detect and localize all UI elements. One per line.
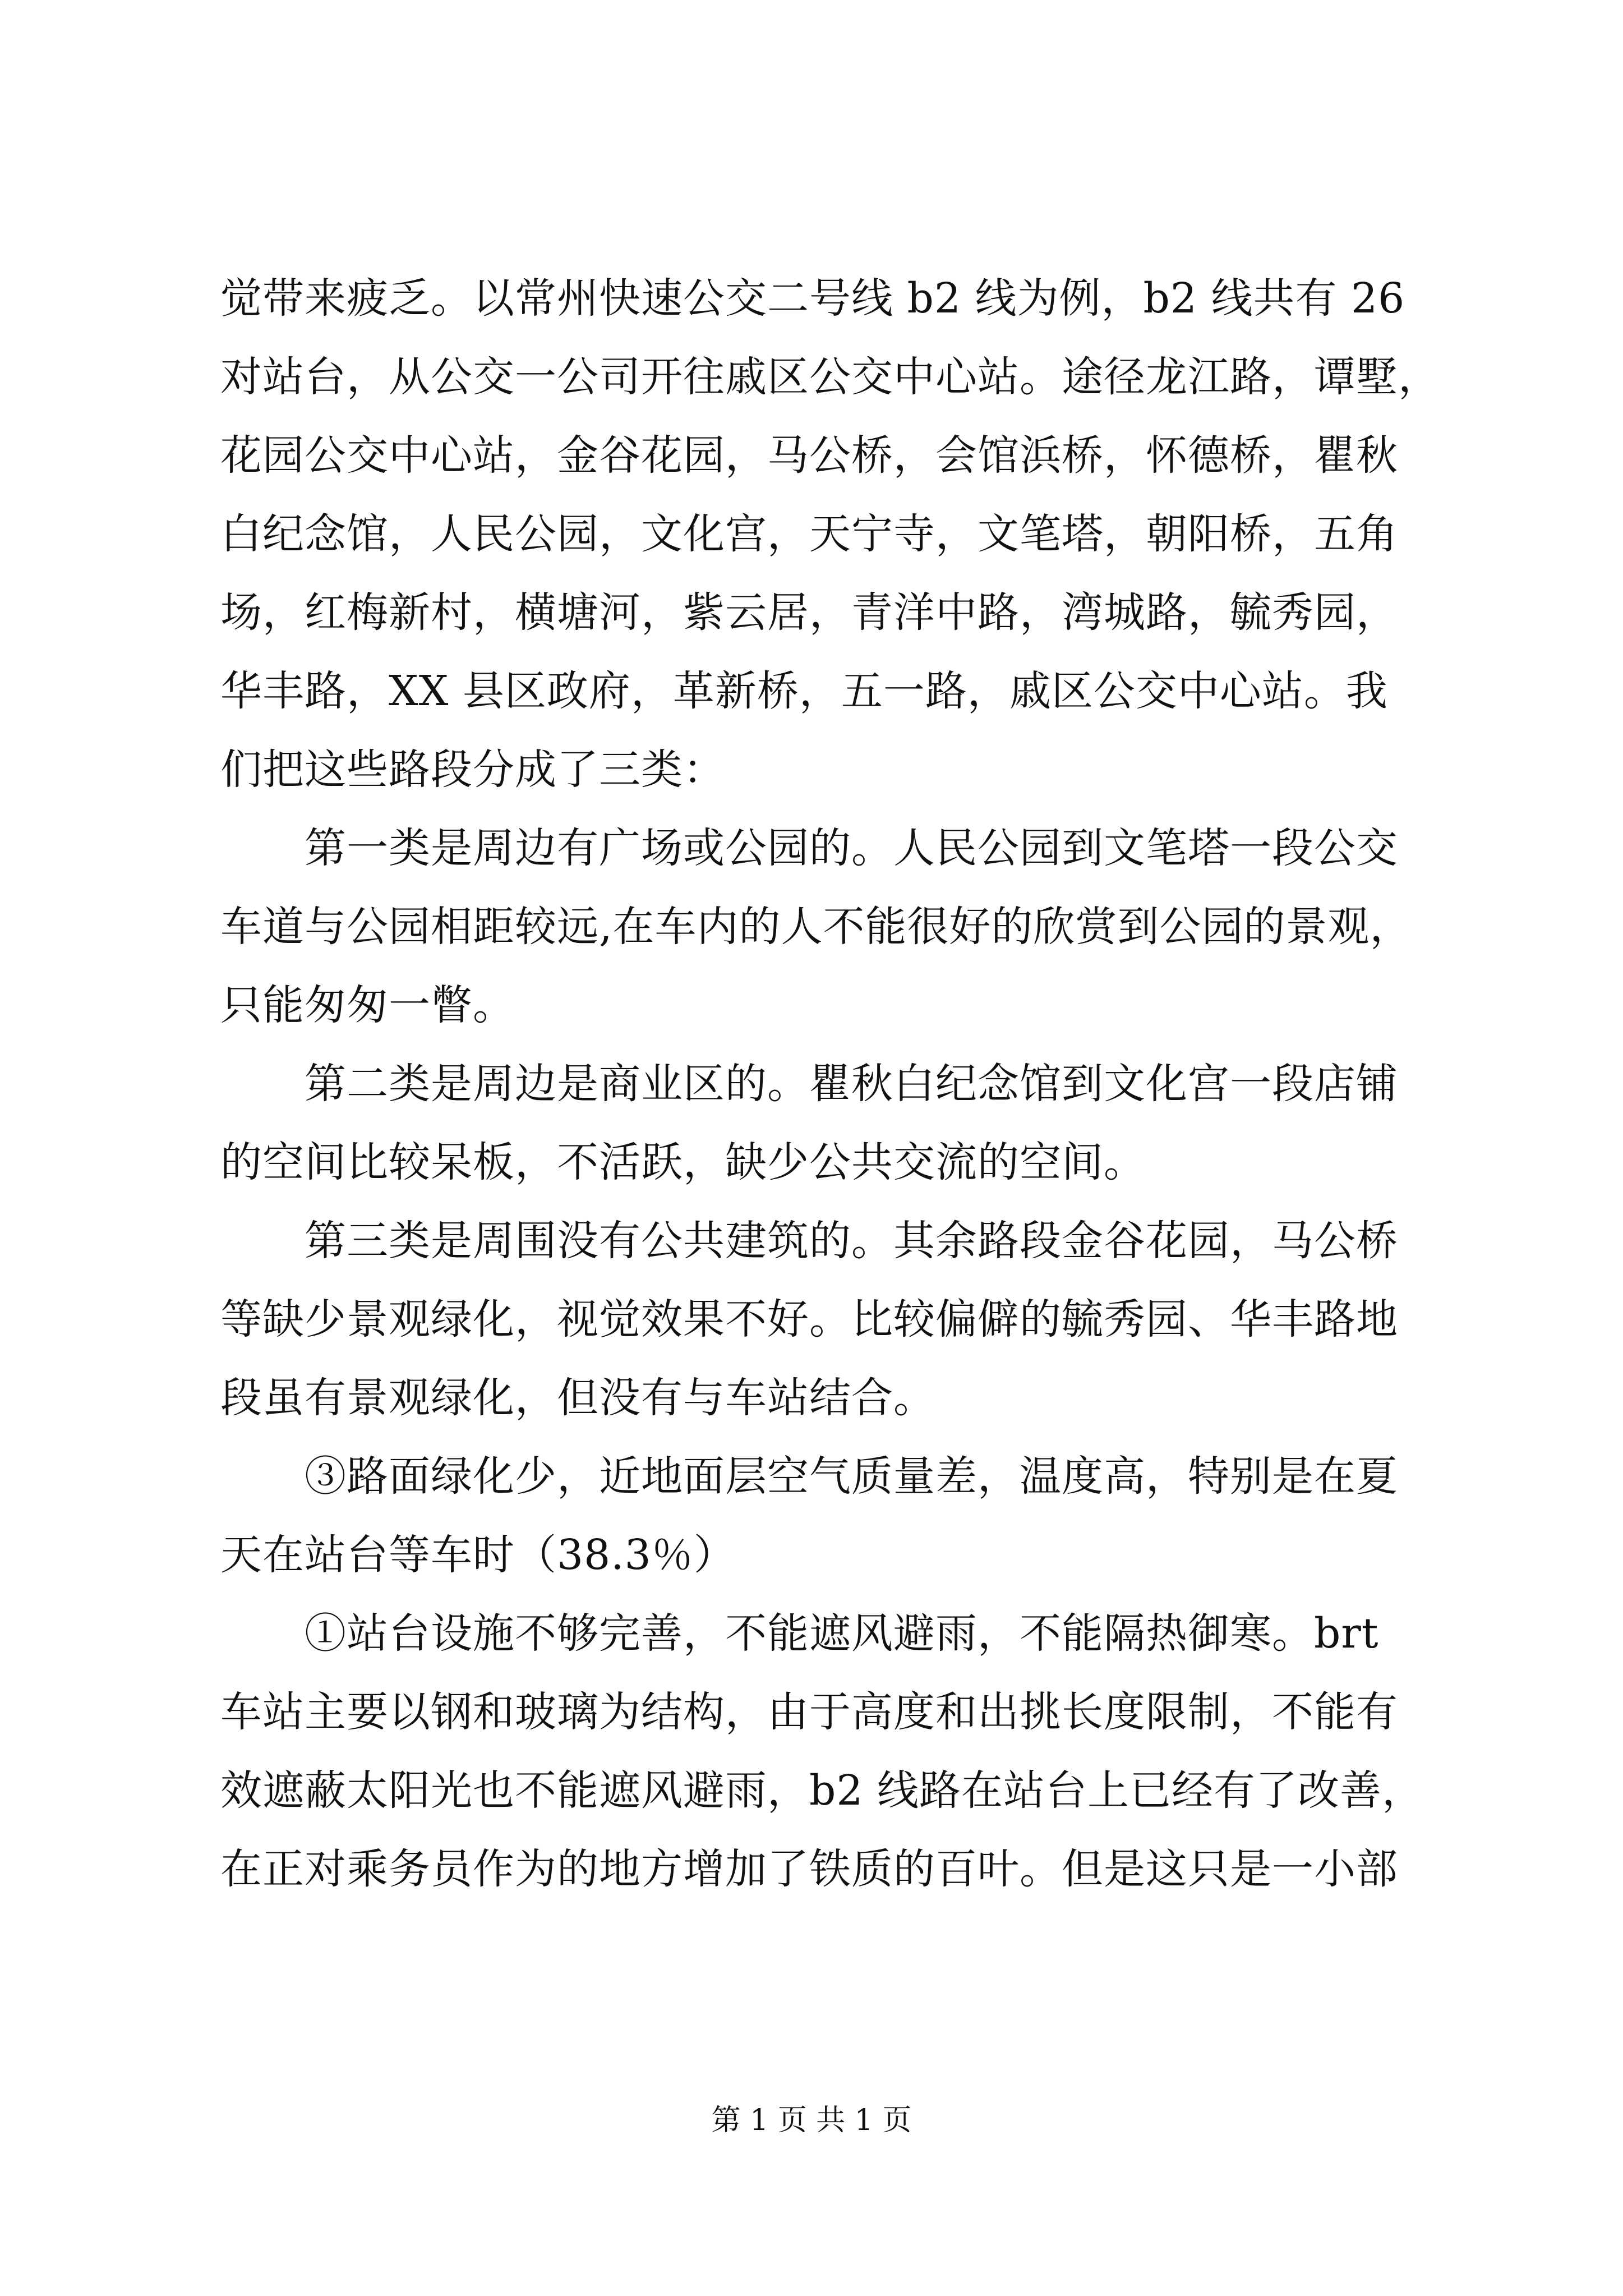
text-line: 车道与公园相距较远,在车内的人不能很好的欣赏到公园的景观，: [220, 903, 1412, 951]
text-line: ③路面绿化少，近地面层空气质量差，温度高，特别是在夏: [220, 1452, 1398, 1501]
page-number-label: 第 1 页 共 1 页: [711, 2104, 912, 2137]
text-line: ①站台设施不够完善，不能遮风避雨，不能隔热御寒。brt: [220, 1609, 1379, 1658]
text-line: 天在站台等车时（38.3％）: [220, 1531, 736, 1579]
text-line: 第三类是周围没有公共建筑的。其余路段金谷花园，马公桥: [220, 1217, 1398, 1265]
page-footer: [0, 2101, 1623, 2140]
text-line: 们把这些路段分成了三类：: [220, 746, 725, 794]
body-text: [220, 259, 1440, 1908]
text-line: 场，红梅新村，横塘河，紫云居，青洋中路，湾城路，毓秀园，: [220, 588, 1398, 637]
text-line: 的空间比较呆板，不活跃，缺少公共交流的空间。: [220, 1138, 1146, 1186]
text-line: 对站台，从公交一公司开往戚区公交中心站。途径龙江路，谭墅，: [220, 353, 1440, 401]
text-line: 华丰路，XX 县区政府，革新桥，五一路，戚区公交中心站。我: [220, 667, 1388, 715]
text-line: 觉带来疲乏。以常州快速公交二号线 b2 线为例，b2 线共有 26: [220, 274, 1405, 323]
text-line: 第二类是周边是商业区的。瞿秋白纪念馆到文化宫一段店铺: [220, 1060, 1398, 1108]
text-line: 白纪念馆，人民公园，文化宫，天宁寺，文笔塔，朝阳桥，五角: [220, 510, 1398, 558]
text-line: 在正对乘务员作为的地方增加了铁质的百叶。但是这只是一小部: [220, 1845, 1398, 1893]
text-line: 段虽有景观绿化，但没有与车站结合。: [220, 1374, 935, 1422]
text-line: 等缺少景观绿化，视觉效果不好。比较偏僻的毓秀园、华丰路地: [220, 1295, 1398, 1343]
text-line: 车站主要以钢和玻璃为结构，由于高度和出挑长度限制，不能有: [220, 1688, 1398, 1736]
text-line: 效遮蔽太阳光也不能遮风避雨，b2 线路在站台上已经有了改善，: [220, 1766, 1424, 1815]
text-line: 只能匆匆一瞥。: [220, 981, 515, 1029]
text-line: 第一类是周边有广场或公园的。人民公园到文笔塔一段公交: [220, 824, 1398, 872]
text-line: 花园公交中心站，金谷花园，马公桥，会馆浜桥，怀德桥，瞿秋: [220, 431, 1398, 480]
